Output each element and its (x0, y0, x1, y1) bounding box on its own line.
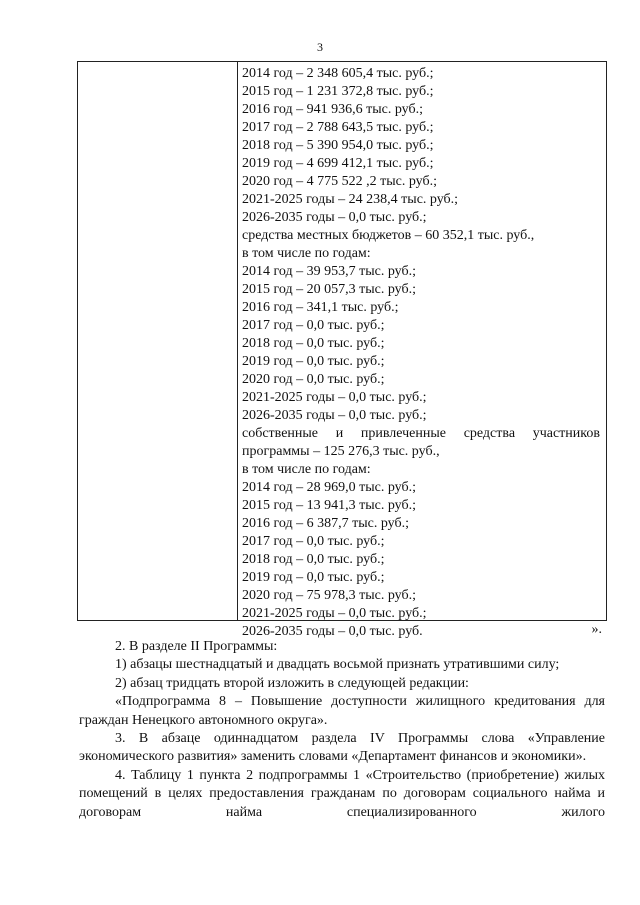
table-line: 2016 год – 6 387,7 тыс. руб.; (242, 516, 409, 531)
paragraph-item-2: 2) абзац тридцать второй изложить в следующей редакции: (115, 675, 469, 691)
table-line: 2017 год – 0,0 тыс. руб.; (242, 534, 385, 549)
table-line: 2026-2035 годы – 0,0 тыс. руб. (242, 624, 423, 639)
table-line: 2016 год – 941 936,6 тыс. руб.; (242, 102, 423, 117)
table-line: 2019 год – 0,0 тыс. руб.; (242, 570, 385, 585)
table-right-column (238, 62, 606, 639)
table-line: 2018 год – 0,0 тыс. руб.; (242, 336, 385, 351)
table-line: 2015 год – 1 231 372,8 тыс. руб.; (242, 84, 434, 99)
table-line: 2020 год – 75 978,3 тыс. руб.; (242, 588, 416, 603)
paragraph-item-1: 1) абзацы шестнадцатый и двадцать восьмой признать утратившими силу; (115, 657, 560, 673)
table-line: собственные и привлеченные средства участников (242, 426, 600, 441)
table-left-column (78, 62, 238, 620)
paragraph-table-1: 4. Таблицу 1 пункта 2 подпрограммы 1 «Строительство (приобретение) жилых помещений в целях предоставления гражданам по договорам социального найма и договорам найма специализированного жилого (79, 767, 605, 820)
table-line: 2020 год – 0,0 тыс. руб.; (242, 372, 385, 387)
table-line: в том числе по годам: (242, 246, 371, 261)
page-number: 3 (317, 40, 323, 54)
table-line: 2017 год – 2 788 643,5 тыс. руб.; (242, 120, 434, 135)
table-line: 2019 год – 4 699 412,1 тыс. руб.; (242, 156, 434, 171)
table-line: 2014 год – 2 348 605,4 тыс. руб.; (242, 66, 434, 81)
table-line: 2014 год – 39 953,7 тыс. руб.; (242, 264, 416, 279)
document-body (79, 638, 605, 822)
table-line: 2018 год – 5 390 954,0 тыс. руб.; (242, 138, 434, 153)
table-line: 2018 год – 0,0 тыс. руб.; (242, 552, 385, 567)
paragraph-section-ii: 2. В разделе II Программы: (115, 639, 278, 654)
table-line: 2026-2035 годы – 0,0 тыс. руб.; (242, 210, 427, 225)
closing-quote: ». (591, 622, 602, 637)
table-line: 2016 год – 341,1 тыс. руб.; (242, 300, 399, 315)
financing-table (77, 61, 607, 639)
table-line: 2021-2025 годы – 0,0 тыс. руб.; (242, 390, 427, 405)
table-line: средства местных бюджетов – 60 352,1 тыс. руб., (242, 228, 535, 243)
paragraph-section-iv: 3. В абзаце одиннадцатом раздела IV Программы слова «Управление экономического развития» заменить словами «Департамент финансов и экономики». (79, 731, 605, 765)
table-line: в том числе по годам: (242, 462, 371, 477)
table-line: 2015 год – 13 941,3 тыс. руб.; (242, 498, 416, 513)
table-line: 2017 год – 0,0 тыс. руб.; (242, 318, 385, 333)
table-line: 2015 год – 20 057,3 тыс. руб.; (242, 282, 416, 297)
table-line: 2021-2025 годы – 24 238,4 тыс. руб.; (242, 192, 459, 207)
table-line: программы – 125 276,3 тыс. руб., (242, 444, 440, 459)
table-line: 2021-2025 годы – 0,0 тыс. руб.; (242, 606, 427, 621)
paragraph-subprogram-8: «Подпрограмма 8 – Повышение доступности жилищного кредитования для граждан Ненецкого автономного округа». (79, 694, 605, 728)
table-line: 2020 год – 4 775 522 ,2 тыс. руб.; (242, 174, 437, 189)
table-line: 2019 год – 0,0 тыс. руб.; (242, 354, 385, 369)
table-line: 2026-2035 годы – 0,0 тыс. руб.; (242, 408, 427, 423)
table-line: 2014 год – 28 969,0 тыс. руб.; (242, 480, 416, 495)
